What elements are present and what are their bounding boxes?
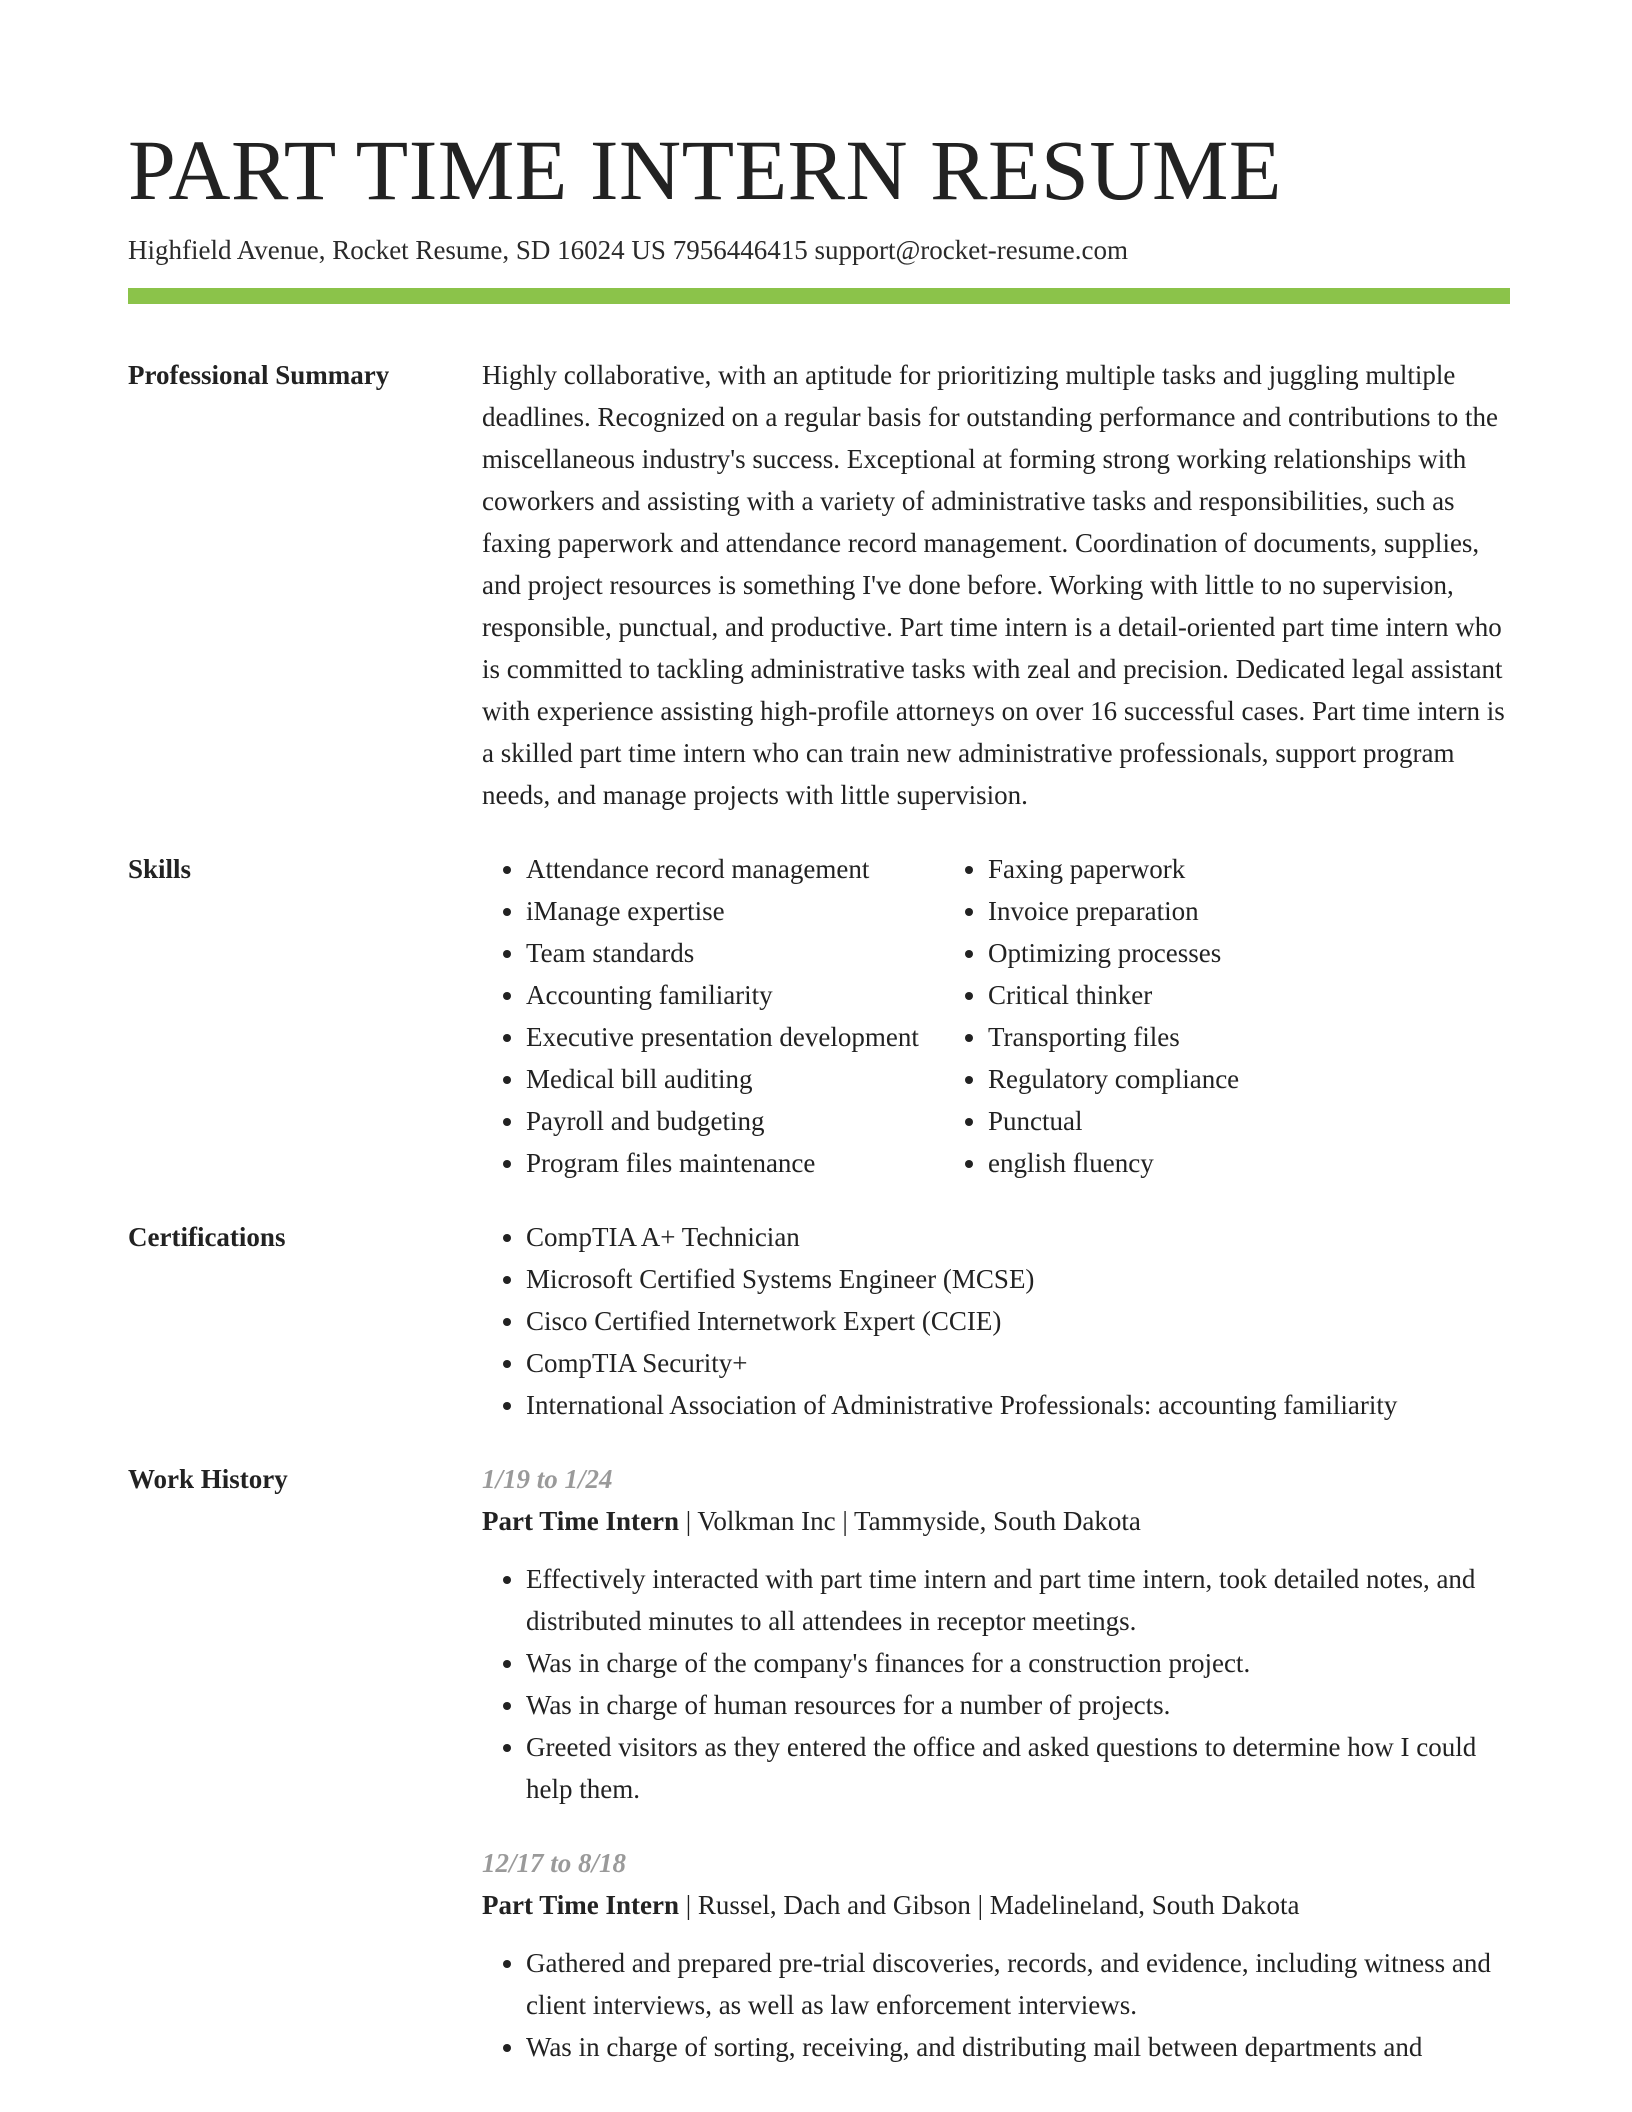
skill-item: • Critical thinker [988, 974, 1510, 1016]
certifications-list [482, 1216, 1510, 1426]
certifications-body [482, 1216, 1510, 1426]
skill-item: • Punctual [988, 1100, 1510, 1142]
job-dates: 1/19 to 1/24 [482, 1464, 613, 1494]
job-dates: 12/17 to 8/18 [482, 1848, 627, 1878]
accent-divider [128, 288, 1510, 304]
skills-list-right [944, 848, 1510, 1184]
skill-item: • Executive presentation development [526, 1016, 944, 1058]
job-heading [482, 1884, 1510, 1926]
skill-item: • Attendance record management [526, 848, 944, 890]
job-details: | Volkman Inc | Tammyside, South Dakota [678, 1506, 1141, 1536]
section-label-skills: Skills [128, 854, 192, 884]
certification-item: • International Association of Administrative Professionals: accounting familiarity [526, 1384, 1510, 1426]
job-title: Part Time Intern [482, 1890, 679, 1920]
skill-item: • iManage expertise [526, 890, 944, 932]
job-bullets [482, 1558, 1510, 1810]
job-heading [482, 1500, 1510, 1542]
skills-section [128, 848, 1510, 1184]
section-label-work-history: Work History [128, 1464, 288, 1494]
job-entry [482, 1458, 1510, 1810]
skill-item: • Payroll and budgeting [526, 1100, 944, 1142]
certification-item: • Cisco Certified Internetwork Expert (CCIE) [526, 1300, 1510, 1342]
contact-line: Highfield Avenue, Rocket Resume, SD 16024 US 7956446415 support@rocket-resume.com [128, 235, 1128, 265]
skill-item: • english fluency [988, 1142, 1510, 1184]
skill-item: • Transporting files [988, 1016, 1510, 1058]
job-bullet: • Effectively interacted with part time intern and part time intern, took detailed notes, and distributed minutes to all attendees in receptor meetings. [526, 1558, 1510, 1642]
skill-item: • Faxing paperwork [988, 848, 1510, 890]
job-details: | Russel, Dach and Gibson | Madelineland, South Dakota [678, 1890, 1300, 1920]
skill-item: • Team standards [526, 932, 944, 974]
resume-page [128, 0, 1510, 2068]
job-bullet: • Greeted visitors as they entered the office and asked questions to determine how I could help them. [526, 1726, 1510, 1810]
job-entry [482, 1842, 1510, 2068]
certification-item: • Microsoft Certified Systems Engineer (MCSE) [526, 1258, 1510, 1300]
page-title: PART TIME INTERN RESUME [128, 122, 1282, 218]
job-bullet: • Gathered and prepared pre-trial discoveries, records, and evidence, including witness and client interviews, as well as law enforcement interviews. [526, 1942, 1510, 2026]
skills-columns [482, 848, 1510, 1184]
skill-item: • Regulatory compliance [988, 1058, 1510, 1100]
skill-item: • Medical bill auditing [526, 1058, 944, 1100]
skill-item: • Optimizing processes [988, 932, 1510, 974]
summary-text: Highly collaborative, with an aptitude for prioritizing multiple tasks and juggling multiple deadlines. Recognized on a regular basis for outstanding performance and contributions to the miscellaneous industry's success. Exceptional at forming strong working relationships with coworkers and assisting with a variety of administrative tasks and responsibilities, such as faxing paperwork and attendance record management. Coordination of documents, supplies, and project resources is something I've done before. Working with little to no supervision, responsible, punctual, and productive. Part time intern is a detail-oriented part time intern who is committed to tackling administrative tasks with zeal and precision. Dedicated legal assistant with experience assisting high-profile attorneys on over 16 successful cases. Part time intern is a skilled part time intern who can train new administrative professionals, support program needs, and manage projects with little supervision. [482, 360, 1505, 810]
job-bullets [482, 1942, 1510, 2068]
skill-item: • Invoice preparation [988, 890, 1510, 932]
work-history-section [128, 1458, 1510, 2068]
skills-list-left [482, 848, 944, 1184]
section-label-certifications: Certifications [128, 1222, 286, 1252]
certification-item: • CompTIA A+ Technician [526, 1216, 1510, 1258]
skill-item: • Accounting familiarity [526, 974, 944, 1016]
skill-item: • Program files maintenance [526, 1142, 944, 1184]
certifications-section [128, 1216, 1510, 1426]
job-title: Part Time Intern [482, 1506, 679, 1536]
professional-summary-section [128, 354, 1510, 816]
job-bullet: • Was in charge of sorting, receiving, and distributing mail between departments and [526, 2026, 1510, 2068]
certification-item: • CompTIA Security+ [526, 1342, 1510, 1384]
work-history-body [482, 1458, 1510, 2068]
job-bullet: • Was in charge of human resources for a number of projects. [526, 1684, 1510, 1726]
section-label-summary: Professional Summary [128, 360, 390, 390]
job-bullet: • Was in charge of the company's finances for a construction project. [526, 1642, 1510, 1684]
